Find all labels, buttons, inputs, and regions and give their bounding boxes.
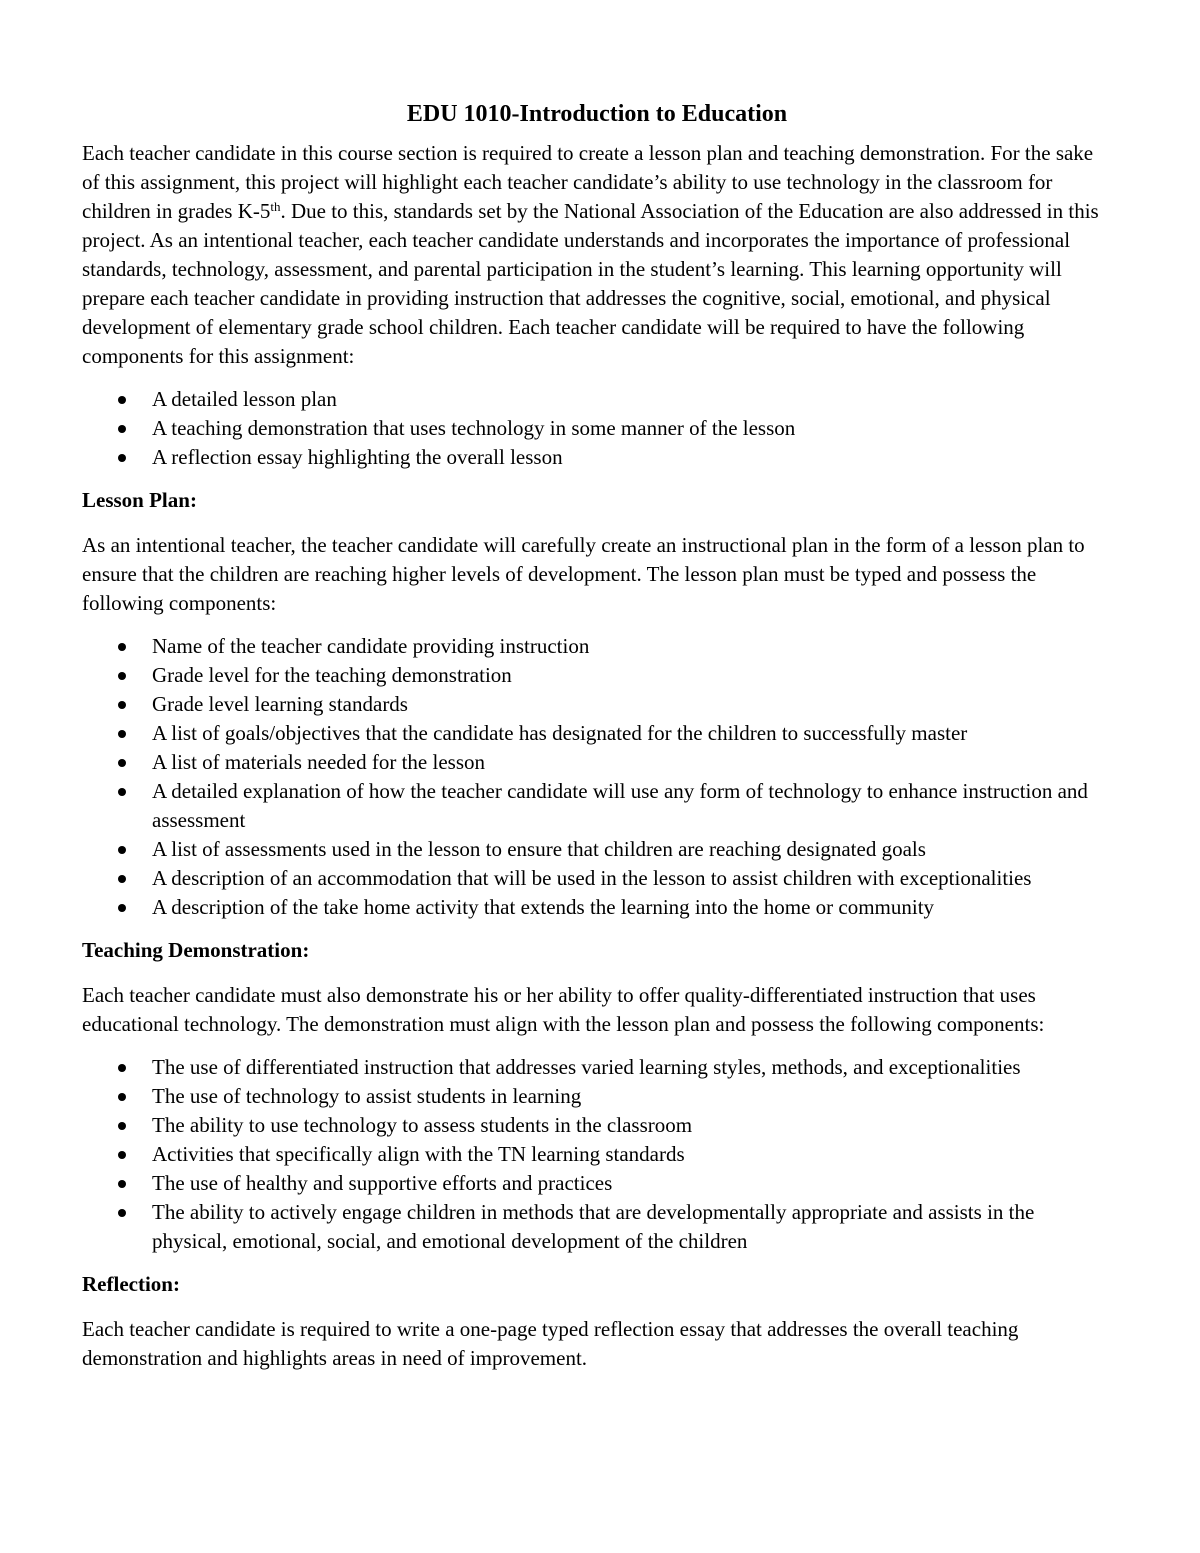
list-item: A teaching demonstration that uses technology in some manner of the lesson [152, 414, 1112, 443]
document-title: EDU 1010-Introduction to Education [406, 101, 788, 127]
lesson-plan-heading: Lesson Plan: [82, 488, 197, 512]
list-item: A reflection essay highlighting the overall lesson [152, 443, 1112, 472]
list-item: The use of differentiated instruction that addresses varied learning styles, methods, and exceptionalities [152, 1053, 1112, 1082]
components-list [82, 385, 1112, 472]
list-item: A description of an accommodation that will be used in the lesson to assist children with exceptionalities [152, 864, 1112, 893]
list-item: A detailed lesson plan [152, 385, 1112, 414]
list-item: The use of technology to assist students in learning [152, 1082, 1112, 1111]
list-item: The use of healthy and supportive efforts and practices [152, 1169, 1112, 1198]
teaching-demo-list [82, 1053, 1112, 1256]
list-item: Grade level for the teaching demonstration [152, 661, 1112, 690]
reflection-heading: Reflection: [82, 1272, 180, 1296]
list-item: Grade level learning standards [152, 690, 1112, 719]
reflection-paragraph: Each teacher candidate is required to write a one-page typed reflection essay that addresses the overall teaching demonstration and highlights areas in need of improvement. [82, 1317, 1019, 1370]
list-item: A list of assessments used in the lesson to ensure that children are reaching designated goals [152, 835, 1112, 864]
list-item: Activities that specifically align with the TN learning standards [152, 1140, 1112, 1169]
teaching-demo-heading: Teaching Demonstration: [82, 938, 310, 962]
intro-text-part1: Each teacher candidate in this course section is required to create a lesson plan and teaching demonstration. For the sake of this assignment, this project will highlight each teacher candidate’s ability to use technology in the classroom for children in grades K-5 [82, 141, 1094, 223]
list-item: A list of goals/objectives that the candidate has designated for the children to successfully master [152, 719, 1112, 748]
list-item: A description of the take home activity that extends the learning into the home or community [152, 893, 1112, 922]
lesson-plan-list [82, 632, 1112, 922]
intro-text-part2: . Due to this, standards set by the National Association of the Education are also addressed in this project. As an intentional teacher, each teacher candidate understands and incorporates the importance of professional standards, technology, assessment, and parental participation in the student’s learning. This learning opportunity will prepare each teacher candidate in providing instruction that addresses the cognitive, social, emotional, and physical development of elementary grade school children. Each teacher candidate will be required to have the following components for this assignment: [82, 199, 1099, 368]
list-item: The ability to use technology to assess students in the classroom [152, 1111, 1112, 1140]
list-item: Name of the teacher candidate providing instruction [152, 632, 1112, 661]
intro-paragraph [82, 139, 1112, 371]
list-item: A list of materials needed for the lesson [152, 748, 1112, 777]
list-item: The ability to actively engage children in methods that are developmentally appropriate and assists in the physical, emotional, social, and emotional development of the children [152, 1198, 1112, 1256]
intro-superscript: th [270, 199, 281, 214]
list-item: A detailed explanation of how the teacher candidate will use any form of technology to enhance instruction and assessment [152, 777, 1112, 835]
teaching-demo-paragraph: Each teacher candidate must also demonstrate his or her ability to offer quality-differentiated instruction that uses educational technology. The demonstration must align with the lesson plan and possess the following components: [82, 983, 1045, 1036]
lesson-plan-paragraph: As an intentional teacher, the teacher candidate will carefully create an instructional plan in the form of a lesson plan to ensure that the children are reaching higher levels of development. The lesson plan must be typed and possess the following components: [82, 533, 1085, 615]
